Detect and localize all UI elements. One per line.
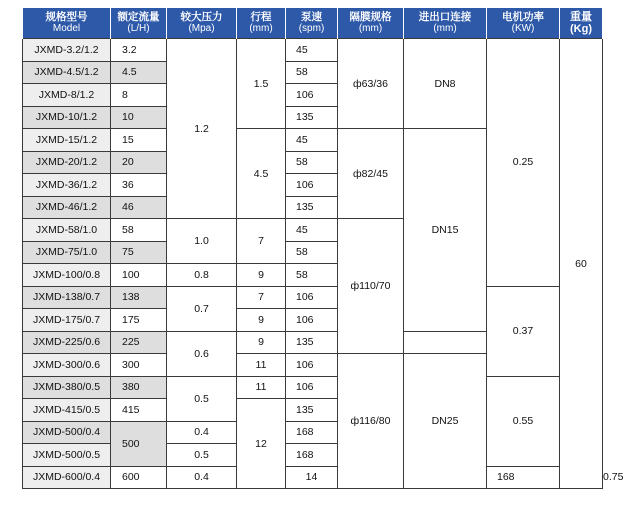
stroke-cell: 1.5 [237,39,286,129]
flow-cell: 46 [111,196,167,219]
model-cell: JXMD-415/0.5 [23,399,111,422]
stroke-cell: 4.5 [237,129,286,219]
table-row [23,39,603,62]
speed-cell: 135 [286,196,338,219]
speed-cell: 168 [487,466,560,489]
speed-cell: 58 [286,151,338,174]
pressure-cell: 0.8 [167,264,237,287]
speed-cell: 58 [286,264,338,287]
flow-cell: 75 [111,241,167,264]
motor-cell: 0.37 [487,286,560,376]
table-row [23,286,603,309]
header-motor: 电机功率 (KW) [487,8,560,39]
stroke-cell: 14 [286,466,338,489]
pressure-cell: 0.4 [167,466,237,489]
stroke-cell: 11 [237,376,286,399]
diaphragm-cell: ф82/45 [338,129,404,219]
pressure-cell: 1.0 [167,219,237,264]
diaphragm-cell: ф110/70 [338,219,404,354]
stroke-cell: 7 [237,219,286,264]
stroke-cell: 12 [237,399,286,489]
header-stroke: 行程 (mm) [237,8,286,39]
connection-cell: DN8 [404,39,487,129]
model-cell: JXMD-175/0.7 [23,309,111,332]
diaphragm-cell: ф116/80 [338,354,404,489]
stroke-cell: 9 [237,309,286,332]
weight-cell: 60 [560,39,603,489]
model-cell: JXMD-20/1.2 [23,151,111,174]
model-cell: JXMD-100/0.8 [23,264,111,287]
flow-cell: 600 [111,466,167,489]
pressure-cell: 1.2 [167,39,237,219]
flow-cell: 58 [111,219,167,242]
flow-cell: 3.2 [111,39,167,62]
pressure-cell: 0.4 [167,421,237,444]
speed-cell: 106 [286,309,338,332]
model-cell: JXMD-36/1.2 [23,174,111,197]
header-connection: 进出口连接 (mm) [404,8,487,39]
header-model: 规格型号 Model [23,8,111,39]
flow-cell: 20 [111,151,167,174]
speed-cell: 135 [286,331,338,354]
flow-cell: 175 [111,309,167,332]
motor-cell: 0.55 [487,376,560,466]
flow-cell: 36 [111,174,167,197]
speed-cell: 168 [286,444,338,467]
flow-cell: 100 [111,264,167,287]
model-cell: JXMD-300/0.6 [23,354,111,377]
model-cell: JXMD-600/0.4 [23,466,111,489]
model-cell: JXMD-15/1.2 [23,129,111,152]
flow-cell: 10 [111,106,167,129]
speed-cell: 106 [286,376,338,399]
speed-cell: 45 [286,129,338,152]
model-cell: JXMD-4.5/1.2 [23,61,111,84]
connection-cell: DN25 [404,354,487,489]
model-cell: JXMD-58/1.0 [23,219,111,242]
speed-cell: 168 [286,421,338,444]
flow-cell: 8 [111,84,167,107]
speed-cell: 58 [286,241,338,264]
table-row [23,376,603,399]
flow-cell: 415 [111,399,167,422]
diaphragm-cell: ф63/36 [338,39,404,129]
flow-cell: 138 [111,286,167,309]
flow-cell: 15 [111,129,167,152]
speed-cell: 45 [286,39,338,62]
header-weight: 重量 (Kg) [560,8,603,39]
pressure-cell: 0.6 [167,331,237,376]
spec-table [22,8,624,489]
speed-cell: 106 [286,354,338,377]
model-cell: JXMD-3.2/1.2 [23,39,111,62]
stroke-cell: 11 [237,354,286,377]
header-flow: 额定流量 (L/H) [111,8,167,39]
header-speed: 泵速 (spm) [286,8,338,39]
model-cell: JXMD-500/0.5 [23,444,111,467]
header-diaphragm: 隔膜规格 (mm) [338,8,404,39]
model-cell: JXMD-8/1.2 [23,84,111,107]
speed-cell: 45 [286,219,338,242]
stroke-cell: 9 [237,331,286,354]
flow-cell: 380 [111,376,167,399]
model-cell: JXMD-10/1.2 [23,106,111,129]
speed-cell: 106 [286,286,338,309]
model-cell: JXMD-75/1.0 [23,241,111,264]
stroke-cell: 9 [237,264,286,287]
table-row: JXMD-600/0.4 600 0.4 14 168 0.75 [23,466,603,489]
model-cell: JXMD-225/0.6 [23,331,111,354]
pressure-cell: 0.5 [167,376,237,421]
speed-cell: 135 [286,106,338,129]
connection-cell: DN15 [404,129,487,332]
pressure-cell: 0.7 [167,286,237,331]
flow-cell: 4.5 [111,61,167,84]
flow-cell: 225 [111,331,167,354]
stroke-cell: 7 [237,286,286,309]
flow-cell: 500 [111,421,167,466]
header-row [23,8,603,39]
speed-cell: 135 [286,399,338,422]
header-pressure: 较大压力 (Mpa) [167,8,237,39]
speed-cell: 106 [286,84,338,107]
pressure-cell: 0.5 [167,444,237,467]
model-cell: JXMD-380/0.5 [23,376,111,399]
model-cell: JXMD-46/1.2 [23,196,111,219]
speed-cell: 106 [286,174,338,197]
motor-cell: 0.25 [487,39,560,287]
flow-cell: 300 [111,354,167,377]
model-cell: JXMD-138/0.7 [23,286,111,309]
model-cell: JXMD-500/0.4 [23,421,111,444]
speed-cell: 58 [286,61,338,84]
